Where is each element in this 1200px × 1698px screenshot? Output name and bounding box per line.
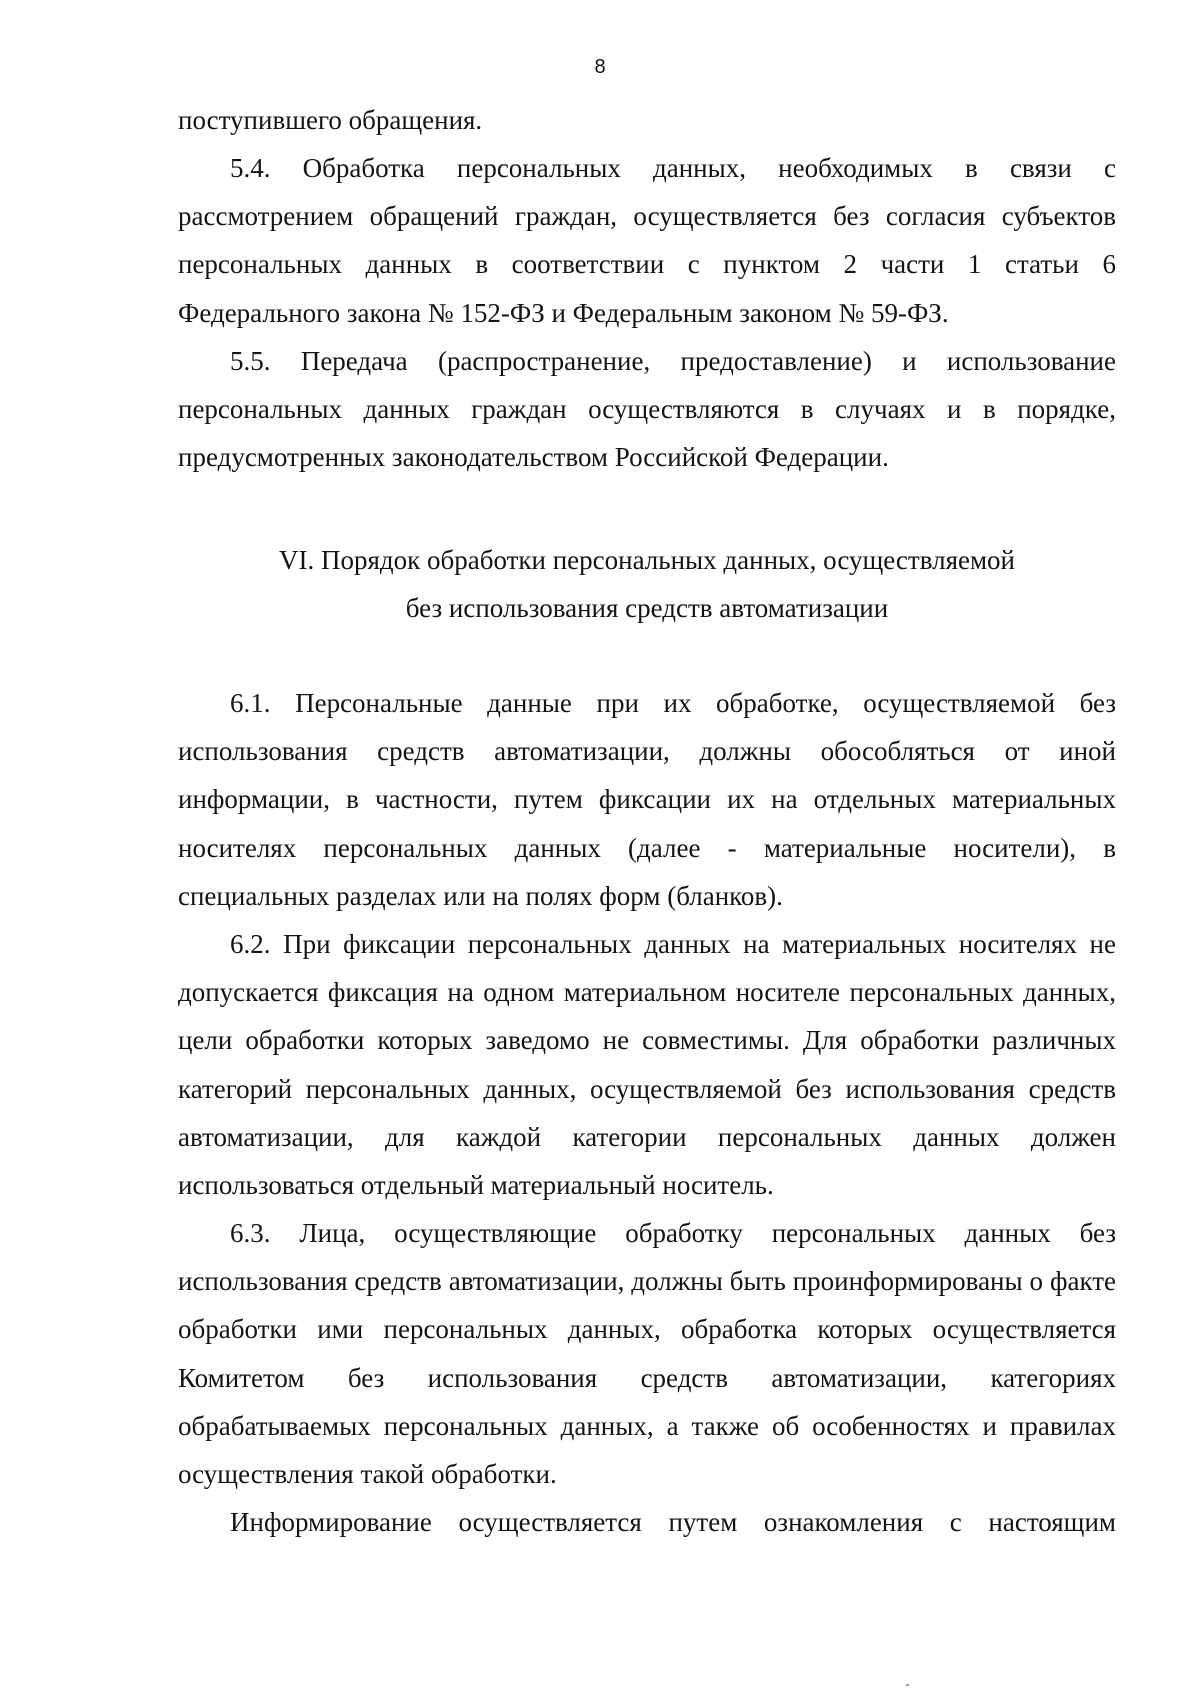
section-heading-6 xyxy=(178,536,1116,632)
section-heading-line-2: без использования средств автоматизации xyxy=(405,593,889,624)
scan-speck xyxy=(906,1684,909,1686)
paragraph-5-4: 5.4. Обработка персональных данных, необходимых в связи с рассмотрением обращений граждан, осуществляется без согласия субъектов персональных данных в соответствии с пунктом 2 части 1 статьи 6 Федерального закона № 152-ФЗ и Федеральным законом № 59-ФЗ. xyxy=(178,153,1116,328)
paragraph-6-2: 6.2. При фиксации персональных данных на материальных носителях не допускается фиксация на одном материальном носителе персональных данных, цели обработки которых заведомо не совместимы. Для обработки различных категорий персональных данных, осуществляемой без использования средств автоматизации, для каждой категории персональных данных должен использоваться отдельный материальный носитель. xyxy=(178,929,1116,1201)
paragraph-6-3: 6.3. Лица, осуществляющие обработку персональных данных без использования средств автоматизации, должны быть проинформированы о факте обработки ими персональных данных, обработка которых осуществляется Комитетом без использования средств автоматизации, категориях обрабатываемых персональных данных, а также об особенностях и правилах осуществления такой обработки. xyxy=(178,1218,1116,1490)
section-heading-line-1: VI. Порядок обработки персональных данных, осуществляемой xyxy=(278,545,1016,575)
paragraph-6-1: 6.1. Персональные данные при их обработке, осуществляемой без использования средств автоматизации, должны обособляться от иной информации, в частности, путем фиксации их на отдельных материальных носителях персональных данных (далее - материальные носители), в специальных разделах или на полях форм (бланков). xyxy=(178,688,1116,911)
page-number: 8 xyxy=(594,56,606,78)
paragraph-continuation: поступившего обращения. xyxy=(178,105,483,135)
paragraph-5-5: 5.5. Передача (распространение, предоставление) и использование персональных данных граждан осуществляются в случаях и в порядке, предусмотренных законодательством Российской Федерации. xyxy=(178,346,1116,473)
paragraph-informing: Информирование осуществляется путем ознакомления с настоящим xyxy=(230,1507,1116,1537)
